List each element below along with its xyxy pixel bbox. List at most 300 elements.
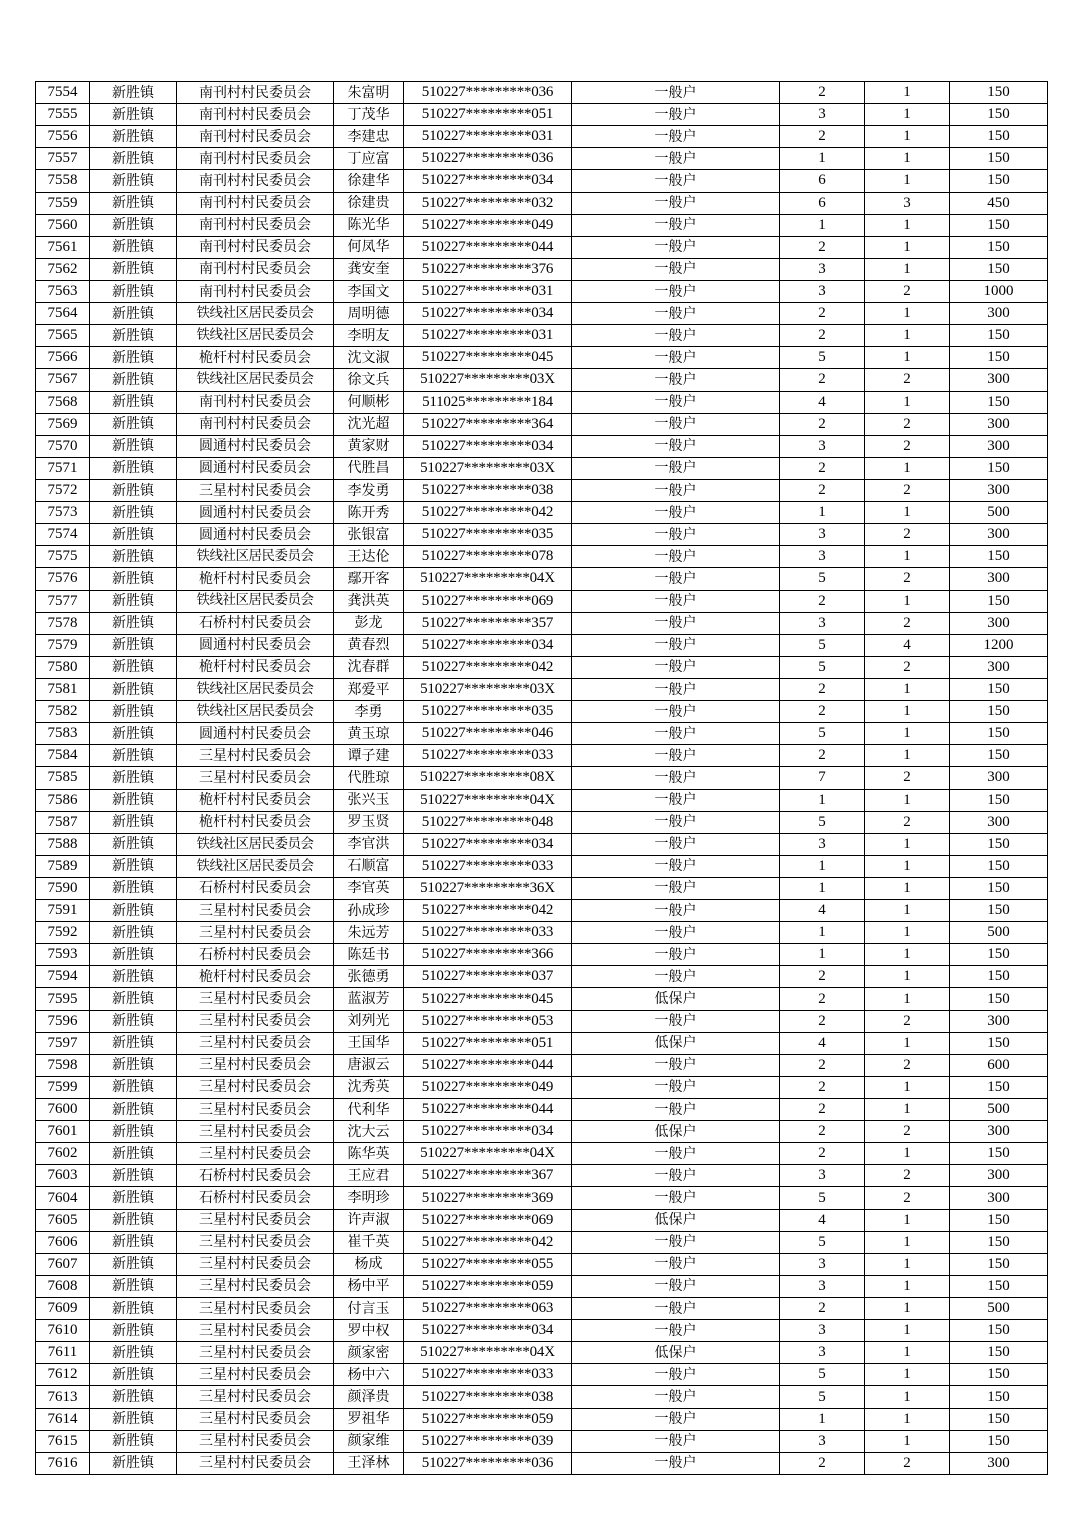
table-row [36, 656, 1048, 678]
serial-cell: 7561 [36, 236, 90, 258]
name-cell: 唐淑云 [334, 1054, 404, 1076]
serial-cell: 7605 [36, 1209, 90, 1231]
table-row [36, 457, 1048, 479]
id-number-cell: 510227*********048 [404, 811, 572, 833]
table-row [36, 1054, 1048, 1076]
town-cell: 新胜镇 [90, 1320, 177, 1342]
town-cell: 新胜镇 [90, 1386, 177, 1408]
family-size-cell: 2 [780, 303, 865, 325]
name-cell: 颜家维 [334, 1430, 404, 1452]
id-number-cell: 510227*********08X [404, 767, 572, 789]
count-cell: 1 [865, 789, 950, 811]
table-row [36, 634, 1048, 656]
committee-cell: 三星村村民委员会 [177, 988, 334, 1010]
table-row [36, 944, 1048, 966]
table-row [36, 82, 1048, 104]
serial-cell: 7581 [36, 678, 90, 700]
committee-cell: 铁线社区居民委员会 [177, 590, 334, 612]
name-cell: 张银富 [334, 524, 404, 546]
household-type-cell: 一般户 [572, 1010, 780, 1032]
household-type-cell: 一般户 [572, 1386, 780, 1408]
name-cell: 杨成 [334, 1253, 404, 1275]
id-number-cell: 510227*********039 [404, 1430, 572, 1452]
committee-cell: 三星村村民委员会 [177, 1275, 334, 1297]
amount-cell: 300 [950, 568, 1048, 590]
id-number-cell: 510227*********069 [404, 1209, 572, 1231]
table-row [36, 1275, 1048, 1297]
table-row [36, 1430, 1048, 1452]
household-type-cell: 低保户 [572, 1209, 780, 1231]
family-size-cell: 3 [780, 104, 865, 126]
family-size-cell: 3 [780, 435, 865, 457]
household-type-cell: 一般户 [572, 457, 780, 479]
count-cell: 2 [865, 767, 950, 789]
count-cell: 1 [865, 678, 950, 700]
town-cell: 新胜镇 [90, 833, 177, 855]
amount-cell: 150 [950, 678, 1048, 700]
table-row [36, 1320, 1048, 1342]
table-row [36, 236, 1048, 258]
committee-cell: 南刊村村民委员会 [177, 126, 334, 148]
committee-cell: 南刊村村民委员会 [177, 258, 334, 280]
name-cell: 龚安奎 [334, 258, 404, 280]
committee-cell: 圆通村村民委员会 [177, 457, 334, 479]
town-cell: 新胜镇 [90, 877, 177, 899]
family-size-cell: 6 [780, 192, 865, 214]
serial-cell: 7597 [36, 1032, 90, 1054]
name-cell: 李勇 [334, 701, 404, 723]
committee-cell: 三星村村民委员会 [177, 1231, 334, 1253]
id-number-cell: 510227*********367 [404, 1165, 572, 1187]
household-type-cell: 一般户 [572, 325, 780, 347]
committee-cell: 铁线社区居民委员会 [177, 325, 334, 347]
household-type-cell: 一般户 [572, 789, 780, 811]
id-number-cell: 510227*********034 [404, 1320, 572, 1342]
table-row [36, 148, 1048, 170]
committee-cell: 三星村村民委员会 [177, 1342, 334, 1364]
household-type-cell: 一般户 [572, 347, 780, 369]
town-cell: 新胜镇 [90, 1054, 177, 1076]
serial-cell: 7616 [36, 1452, 90, 1474]
id-number-cell: 510227*********031 [404, 325, 572, 347]
name-cell: 鄢开客 [334, 568, 404, 590]
table-row [36, 325, 1048, 347]
name-cell: 罗中权 [334, 1320, 404, 1342]
family-size-cell: 2 [780, 479, 865, 501]
amount-cell: 300 [950, 1452, 1048, 1474]
town-cell: 新胜镇 [90, 502, 177, 524]
household-type-cell: 一般户 [572, 701, 780, 723]
id-number-cell: 510227*********059 [404, 1408, 572, 1430]
count-cell: 1 [865, 214, 950, 236]
count-cell: 1 [865, 82, 950, 104]
town-cell: 新胜镇 [90, 391, 177, 413]
household-type-cell: 一般户 [572, 811, 780, 833]
serial-cell: 7585 [36, 767, 90, 789]
amount-cell: 450 [950, 192, 1048, 214]
name-cell: 丁茂华 [334, 104, 404, 126]
amount-cell: 150 [950, 1253, 1048, 1275]
family-size-cell: 2 [780, 1076, 865, 1098]
count-cell: 2 [865, 435, 950, 457]
committee-cell: 桅杆村村民委员会 [177, 568, 334, 590]
town-cell: 新胜镇 [90, 347, 177, 369]
household-type-cell: 低保户 [572, 1032, 780, 1054]
household-type-cell: 一般户 [572, 1253, 780, 1275]
family-size-cell: 2 [780, 236, 865, 258]
amount-cell: 150 [950, 1209, 1048, 1231]
count-cell: 1 [865, 258, 950, 280]
table-row [36, 1386, 1048, 1408]
id-number-cell: 510227*********034 [404, 435, 572, 457]
committee-cell: 三星村村民委员会 [177, 1099, 334, 1121]
family-size-cell: 5 [780, 634, 865, 656]
town-cell: 新胜镇 [90, 104, 177, 126]
serial-cell: 7579 [36, 634, 90, 656]
town-cell: 新胜镇 [90, 1275, 177, 1297]
table-row [36, 1452, 1048, 1474]
id-number-cell: 510227*********055 [404, 1253, 572, 1275]
town-cell: 新胜镇 [90, 1364, 177, 1386]
amount-cell: 300 [950, 479, 1048, 501]
count-cell: 1 [865, 966, 950, 988]
family-size-cell: 3 [780, 1320, 865, 1342]
amount-cell: 150 [950, 347, 1048, 369]
table-row [36, 811, 1048, 833]
committee-cell: 三星村村民委员会 [177, 1076, 334, 1098]
committee-cell: 南刊村村民委员会 [177, 214, 334, 236]
table-row [36, 303, 1048, 325]
id-number-cell: 510227*********034 [404, 170, 572, 192]
family-size-cell: 2 [780, 1452, 865, 1474]
town-cell: 新胜镇 [90, 1430, 177, 1452]
town-cell: 新胜镇 [90, 767, 177, 789]
town-cell: 新胜镇 [90, 1143, 177, 1165]
count-cell: 1 [865, 877, 950, 899]
household-type-cell: 一般户 [572, 1054, 780, 1076]
id-number-cell: 510227*********04X [404, 1342, 572, 1364]
serial-cell: 7609 [36, 1298, 90, 1320]
amount-cell: 300 [950, 811, 1048, 833]
household-type-cell: 一般户 [572, 723, 780, 745]
serial-cell: 7554 [36, 82, 90, 104]
id-number-cell: 510227*********038 [404, 1386, 572, 1408]
town-cell: 新胜镇 [90, 435, 177, 457]
id-number-cell: 510227*********034 [404, 303, 572, 325]
name-cell: 郑爱平 [334, 678, 404, 700]
town-cell: 新胜镇 [90, 280, 177, 302]
count-cell: 1 [865, 236, 950, 258]
table-row [36, 413, 1048, 435]
table-row [36, 126, 1048, 148]
family-size-cell: 5 [780, 568, 865, 590]
household-type-cell: 一般户 [572, 966, 780, 988]
count-cell: 2 [865, 612, 950, 634]
family-size-cell: 1 [780, 855, 865, 877]
table-row [36, 214, 1048, 236]
serial-cell: 7602 [36, 1143, 90, 1165]
family-size-cell: 3 [780, 280, 865, 302]
household-type-cell: 一般户 [572, 922, 780, 944]
name-cell: 谭子建 [334, 745, 404, 767]
household-type-cell: 一般户 [572, 855, 780, 877]
household-type-cell: 一般户 [572, 1143, 780, 1165]
amount-cell: 150 [950, 590, 1048, 612]
name-cell: 代利华 [334, 1099, 404, 1121]
committee-cell: 三星村村民委员会 [177, 1010, 334, 1032]
household-type-cell: 一般户 [572, 634, 780, 656]
family-size-cell: 3 [780, 1165, 865, 1187]
committee-cell: 三星村村民委员会 [177, 1364, 334, 1386]
household-type-cell: 一般户 [572, 1298, 780, 1320]
count-cell: 2 [865, 811, 950, 833]
household-type-cell: 一般户 [572, 1099, 780, 1121]
id-number-cell: 510227*********034 [404, 1121, 572, 1143]
committee-cell: 三星村村民委员会 [177, 1253, 334, 1275]
id-number-cell: 510227*********042 [404, 900, 572, 922]
table-row [36, 369, 1048, 391]
committee-cell: 三星村村民委员会 [177, 1320, 334, 1342]
id-number-cell: 510227*********369 [404, 1187, 572, 1209]
name-cell: 蓝淑芳 [334, 988, 404, 1010]
amount-cell: 150 [950, 723, 1048, 745]
serial-cell: 7559 [36, 192, 90, 214]
id-number-cell: 510227*********357 [404, 612, 572, 634]
name-cell: 黄家财 [334, 435, 404, 457]
serial-cell: 7613 [36, 1386, 90, 1408]
count-cell: 2 [865, 369, 950, 391]
name-cell: 沈文淑 [334, 347, 404, 369]
town-cell: 新胜镇 [90, 457, 177, 479]
amount-cell: 600 [950, 1054, 1048, 1076]
committee-cell: 铁线社区居民委员会 [177, 701, 334, 723]
family-size-cell: 3 [780, 546, 865, 568]
family-size-cell: 2 [780, 126, 865, 148]
serial-cell: 7569 [36, 413, 90, 435]
table-row [36, 678, 1048, 700]
family-size-cell: 2 [780, 82, 865, 104]
amount-cell: 500 [950, 922, 1048, 944]
count-cell: 1 [865, 701, 950, 723]
family-size-cell: 3 [780, 1275, 865, 1297]
table-row [36, 1032, 1048, 1054]
committee-cell: 三星村村民委员会 [177, 1143, 334, 1165]
town-cell: 新胜镇 [90, 82, 177, 104]
family-size-cell: 5 [780, 1364, 865, 1386]
household-type-cell: 一般户 [572, 1408, 780, 1430]
serial-cell: 7588 [36, 833, 90, 855]
committee-cell: 石桥村村民委员会 [177, 877, 334, 899]
amount-cell: 150 [950, 988, 1048, 1010]
id-number-cell: 510227*********376 [404, 258, 572, 280]
town-cell: 新胜镇 [90, 701, 177, 723]
count-cell: 1 [865, 1253, 950, 1275]
household-type-cell: 一般户 [572, 126, 780, 148]
serial-cell: 7564 [36, 303, 90, 325]
name-cell: 沈春群 [334, 656, 404, 678]
family-size-cell: 2 [780, 988, 865, 1010]
count-cell: 2 [865, 413, 950, 435]
family-size-cell: 3 [780, 1430, 865, 1452]
family-size-cell: 1 [780, 922, 865, 944]
amount-cell: 500 [950, 1298, 1048, 1320]
town-cell: 新胜镇 [90, 214, 177, 236]
id-number-cell: 510227*********032 [404, 192, 572, 214]
id-number-cell: 510227*********051 [404, 104, 572, 126]
id-number-cell: 510227*********03X [404, 369, 572, 391]
household-type-cell: 一般户 [572, 369, 780, 391]
count-cell: 1 [865, 1320, 950, 1342]
serial-cell: 7614 [36, 1408, 90, 1430]
serial-cell: 7610 [36, 1320, 90, 1342]
household-type-cell: 一般户 [572, 170, 780, 192]
amount-cell: 150 [950, 126, 1048, 148]
town-cell: 新胜镇 [90, 303, 177, 325]
family-size-cell: 3 [780, 833, 865, 855]
table-row [36, 900, 1048, 922]
town-cell: 新胜镇 [90, 148, 177, 170]
count-cell: 2 [865, 280, 950, 302]
serial-cell: 7586 [36, 789, 90, 811]
household-type-cell: 一般户 [572, 214, 780, 236]
name-cell: 朱富明 [334, 82, 404, 104]
table-row [36, 612, 1048, 634]
committee-cell: 南刊村村民委员会 [177, 82, 334, 104]
town-cell: 新胜镇 [90, 479, 177, 501]
household-type-cell: 一般户 [572, 1452, 780, 1474]
town-cell: 新胜镇 [90, 325, 177, 347]
committee-cell: 三星村村民委员会 [177, 1121, 334, 1143]
committee-cell: 石桥村村民委员会 [177, 944, 334, 966]
amount-cell: 150 [950, 236, 1048, 258]
town-cell: 新胜镇 [90, 568, 177, 590]
town-cell: 新胜镇 [90, 811, 177, 833]
name-cell: 黄玉琼 [334, 723, 404, 745]
committee-cell: 圆通村村民委员会 [177, 723, 334, 745]
amount-cell: 150 [950, 1342, 1048, 1364]
committee-cell: 桅杆村村民委员会 [177, 347, 334, 369]
count-cell: 2 [865, 1010, 950, 1032]
household-type-cell: 一般户 [572, 435, 780, 457]
committee-cell: 三星村村民委员会 [177, 1386, 334, 1408]
committee-cell: 桅杆村村民委员会 [177, 656, 334, 678]
count-cell: 1 [865, 1430, 950, 1452]
amount-cell: 150 [950, 1275, 1048, 1297]
id-number-cell: 510227*********042 [404, 1231, 572, 1253]
count-cell: 1 [865, 590, 950, 612]
name-cell: 杨中平 [334, 1275, 404, 1297]
serial-cell: 7594 [36, 966, 90, 988]
serial-cell: 7562 [36, 258, 90, 280]
id-number-cell: 510227*********069 [404, 590, 572, 612]
town-cell: 新胜镇 [90, 900, 177, 922]
count-cell: 2 [865, 1452, 950, 1474]
table-row [36, 745, 1048, 767]
id-number-cell: 510227*********04X [404, 568, 572, 590]
count-cell: 1 [865, 457, 950, 479]
name-cell: 朱远芳 [334, 922, 404, 944]
amount-cell: 1200 [950, 634, 1048, 656]
committee-cell: 铁线社区居民委员会 [177, 303, 334, 325]
serial-cell: 7558 [36, 170, 90, 192]
amount-cell: 300 [950, 369, 1048, 391]
town-cell: 新胜镇 [90, 1032, 177, 1054]
count-cell: 1 [865, 1386, 950, 1408]
count-cell: 1 [865, 1298, 950, 1320]
name-cell: 代胜琼 [334, 767, 404, 789]
family-size-cell: 5 [780, 1231, 865, 1253]
count-cell: 1 [865, 944, 950, 966]
town-cell: 新胜镇 [90, 369, 177, 391]
id-number-cell: 510227*********038 [404, 479, 572, 501]
serial-cell: 7595 [36, 988, 90, 1010]
family-size-cell: 3 [780, 524, 865, 546]
household-type-cell: 低保户 [572, 1121, 780, 1143]
serial-cell: 7593 [36, 944, 90, 966]
household-type-cell: 一般户 [572, 1430, 780, 1452]
household-type-cell: 一般户 [572, 568, 780, 590]
amount-cell: 150 [950, 82, 1048, 104]
count-cell: 4 [865, 634, 950, 656]
table-row [36, 546, 1048, 568]
household-type-cell: 一般户 [572, 82, 780, 104]
family-size-cell: 7 [780, 767, 865, 789]
count-cell: 1 [865, 833, 950, 855]
id-number-cell: 510227*********033 [404, 745, 572, 767]
id-number-cell: 510227*********042 [404, 656, 572, 678]
amount-cell: 150 [950, 104, 1048, 126]
serial-cell: 7607 [36, 1253, 90, 1275]
name-cell: 刘列光 [334, 1010, 404, 1032]
amount-cell: 150 [950, 546, 1048, 568]
count-cell: 1 [865, 1342, 950, 1364]
id-number-cell: 510227*********046 [404, 723, 572, 745]
name-cell: 徐建华 [334, 170, 404, 192]
family-size-cell: 2 [780, 1121, 865, 1143]
count-cell: 1 [865, 745, 950, 767]
count-cell: 1 [865, 988, 950, 1010]
serial-cell: 7560 [36, 214, 90, 236]
amount-cell: 150 [950, 170, 1048, 192]
family-size-cell: 2 [780, 1099, 865, 1121]
household-type-cell: 一般户 [572, 678, 780, 700]
committee-cell: 南刊村村民委员会 [177, 280, 334, 302]
table-row [36, 1165, 1048, 1187]
name-cell: 何凤华 [334, 236, 404, 258]
committee-cell: 桅杆村村民委员会 [177, 966, 334, 988]
household-type-cell: 一般户 [572, 1231, 780, 1253]
serial-cell: 7604 [36, 1187, 90, 1209]
count-cell: 2 [865, 1054, 950, 1076]
id-number-cell: 510227*********034 [404, 634, 572, 656]
table-row [36, 347, 1048, 369]
family-size-cell: 3 [780, 1253, 865, 1275]
household-type-cell: 一般户 [572, 1364, 780, 1386]
table-row [36, 1010, 1048, 1032]
table-row [36, 568, 1048, 590]
family-size-cell: 1 [780, 944, 865, 966]
committee-cell: 圆通村村民委员会 [177, 435, 334, 457]
count-cell: 1 [865, 1364, 950, 1386]
household-type-cell: 一般户 [572, 391, 780, 413]
amount-cell: 150 [950, 1386, 1048, 1408]
table-row [36, 855, 1048, 877]
count-cell: 3 [865, 192, 950, 214]
id-number-cell: 510227*********36X [404, 877, 572, 899]
table-row [36, 877, 1048, 899]
serial-cell: 7584 [36, 745, 90, 767]
id-number-cell: 510227*********063 [404, 1298, 572, 1320]
